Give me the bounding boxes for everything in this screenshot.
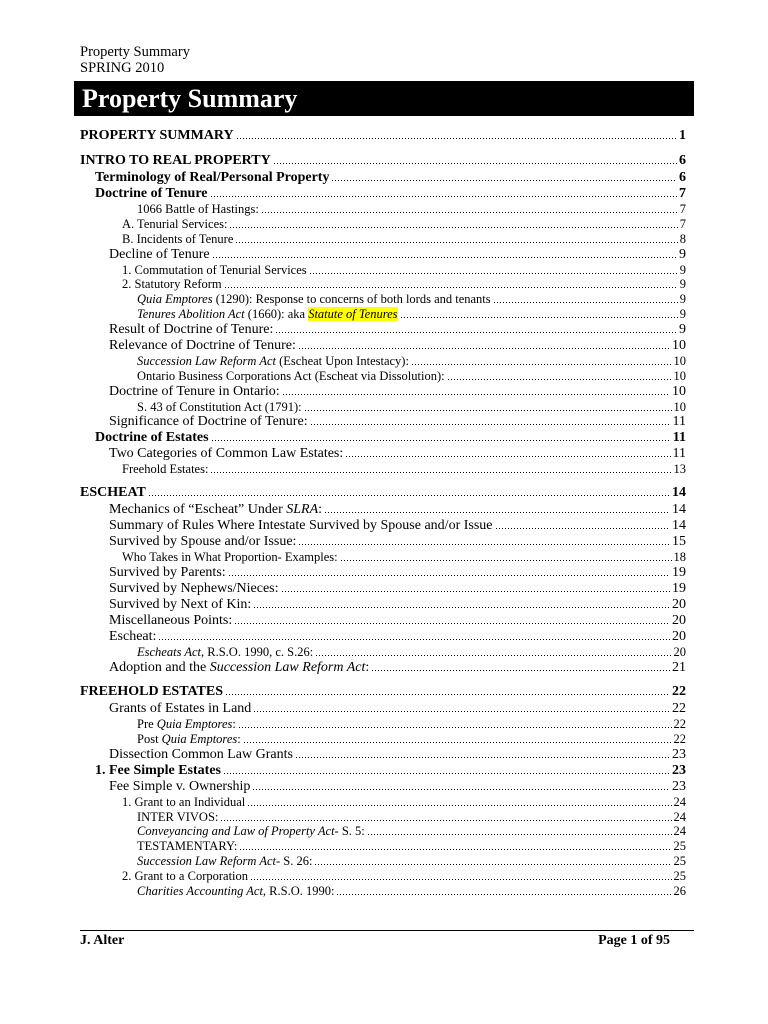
text-run: Fee Simple v. Ownership bbox=[109, 778, 251, 794]
toc-dot-leader bbox=[299, 544, 670, 545]
toc-entry[interactable] bbox=[80, 430, 686, 446]
toc-entry-title bbox=[109, 338, 296, 354]
toc-page-number: 18 bbox=[673, 550, 686, 565]
toc-dot-leader bbox=[401, 317, 678, 318]
text-run: : bbox=[318, 502, 323, 518]
text-run: Survived by Spouse and/or Issue: bbox=[109, 534, 297, 550]
toc-entry-title bbox=[80, 484, 146, 502]
toc-entry-title bbox=[137, 307, 398, 322]
text-run: 2. Statutory Reform bbox=[122, 277, 222, 292]
toc-entry[interactable] bbox=[80, 763, 686, 779]
text-run: Escheat: bbox=[109, 629, 157, 645]
toc-page-number: 9 bbox=[679, 292, 686, 307]
text-run: Freehold Estates: bbox=[122, 462, 209, 477]
toc-dot-leader bbox=[224, 773, 670, 774]
text-run: - S. 26: bbox=[276, 854, 313, 869]
toc-entry-title bbox=[122, 217, 227, 232]
toc-page-number: 6 bbox=[679, 170, 686, 185]
toc-page-number: 9 bbox=[679, 277, 686, 292]
toc-entry-title bbox=[137, 202, 259, 217]
toc-entry[interactable] bbox=[80, 400, 686, 415]
text-run: Doctrine of Tenure bbox=[95, 186, 208, 201]
toc-page-number: 10 bbox=[672, 337, 686, 353]
toc-dot-leader bbox=[225, 287, 678, 288]
italic-text: Succession Law Reform Act bbox=[209, 659, 366, 675]
toc-entry-title bbox=[122, 277, 222, 292]
toc-entry[interactable] bbox=[80, 701, 686, 717]
text-run: FREEHOLD ESTATES bbox=[80, 683, 224, 699]
toc-entry-title bbox=[137, 354, 409, 369]
text-run: PROPERTY SUMMARY bbox=[80, 128, 234, 143]
toc-entry[interactable] bbox=[80, 217, 686, 232]
toc-page-number: 9 bbox=[679, 307, 686, 322]
toc-entry-title bbox=[80, 683, 223, 701]
text-run: Survived by Nephews/Nieces: bbox=[109, 581, 279, 597]
toc-entry[interactable] bbox=[80, 263, 686, 278]
toc-entry[interactable] bbox=[80, 779, 686, 795]
text-run: Doctrine of Estates bbox=[95, 430, 209, 446]
text-run: (Escheat Upon Intestacy): bbox=[276, 353, 409, 368]
text-run: (1290): Response to concerns of both lords and tenants bbox=[212, 292, 491, 307]
toc-entry-title bbox=[137, 839, 237, 854]
toc-page-number: 10 bbox=[673, 399, 686, 414]
toc-dot-leader bbox=[244, 742, 672, 743]
toc-dot-leader bbox=[262, 212, 678, 213]
toc-page-number: 10 bbox=[672, 383, 686, 399]
toc-entry[interactable] bbox=[80, 502, 686, 518]
toc-dot-leader bbox=[237, 138, 677, 139]
toc-entry[interactable] bbox=[80, 152, 686, 170]
italic-text: Succession Law Reform Act bbox=[137, 854, 276, 869]
toc-entry[interactable] bbox=[80, 550, 686, 565]
toc-page-number: 23 bbox=[672, 762, 686, 778]
toc-dot-leader bbox=[316, 655, 671, 656]
toc-page-number: 7 bbox=[679, 186, 686, 201]
italic-text: Quia Emptores bbox=[161, 731, 238, 746]
text-run: TESTAMENTARY: bbox=[137, 839, 238, 854]
toc-dot-leader bbox=[213, 257, 677, 258]
toc-entry-title bbox=[109, 446, 343, 462]
toc-page-number: 10 bbox=[673, 353, 686, 368]
toc-entry[interactable] bbox=[80, 869, 686, 884]
toc-entry[interactable] bbox=[80, 369, 686, 384]
text-run: Decline of Tenure bbox=[109, 246, 210, 262]
title-bar bbox=[74, 81, 694, 116]
toc-page-number: 9 bbox=[679, 321, 686, 337]
toc-entry-title bbox=[109, 414, 308, 430]
text-run: Miscellaneous Points: bbox=[109, 613, 233, 629]
toc-page-number: 25 bbox=[673, 854, 686, 869]
toc-dot-leader bbox=[282, 591, 670, 592]
toc-dot-leader bbox=[283, 394, 670, 395]
toc-entry-title bbox=[95, 763, 221, 779]
toc-dot-leader bbox=[310, 273, 678, 274]
toc-entry[interactable] bbox=[80, 795, 686, 810]
text-run: Who Takes in What Proportion- Examples: bbox=[122, 550, 338, 565]
toc-entry-title bbox=[109, 613, 232, 629]
toc-entry[interactable] bbox=[80, 292, 686, 307]
toc-page-number: 10 bbox=[673, 368, 686, 383]
toc-entry[interactable] bbox=[80, 629, 686, 645]
toc-dot-leader bbox=[211, 472, 671, 473]
text-run: , R.S.O. 1990: bbox=[262, 883, 335, 898]
toc-dot-leader bbox=[494, 302, 678, 303]
header-term: SPRING 2010 bbox=[80, 60, 165, 76]
text-run: INTRO TO REAL PROPERTY bbox=[80, 153, 271, 168]
text-run: (1660): aka bbox=[244, 307, 309, 322]
toc-page-number: 20 bbox=[672, 597, 686, 613]
toc-entry[interactable] bbox=[80, 127, 686, 145]
text-run: A. Tenurial Services: bbox=[122, 216, 228, 231]
text-run: Post bbox=[137, 731, 162, 746]
toc-entry-title bbox=[137, 824, 365, 839]
toc-page-number: 23 bbox=[672, 778, 686, 794]
text-run: Adoption and the bbox=[109, 659, 210, 675]
toc-page-number: 22 bbox=[673, 731, 686, 746]
toc-dot-leader bbox=[149, 495, 670, 496]
toc-dot-leader bbox=[254, 607, 670, 608]
header-document-name: Property Summary bbox=[80, 44, 190, 60]
toc-entry[interactable] bbox=[80, 683, 686, 701]
toc-dot-leader bbox=[251, 879, 671, 880]
toc-entry-title bbox=[95, 186, 208, 202]
toc-page-number: 25 bbox=[673, 868, 686, 883]
toc-dot-leader bbox=[332, 180, 677, 181]
text-run: INTER VIVOS: bbox=[137, 809, 219, 824]
toc-page-number: 14 bbox=[672, 485, 686, 501]
toc-page-number: 9 bbox=[679, 262, 686, 277]
toc-page-number: 11 bbox=[672, 446, 686, 462]
toc-dot-leader bbox=[211, 196, 677, 197]
italic-text: SLRA bbox=[286, 502, 319, 518]
toc-dot-leader bbox=[372, 670, 670, 671]
toc-entry[interactable] bbox=[80, 839, 686, 854]
toc-dot-leader bbox=[230, 227, 677, 228]
page-footer bbox=[80, 933, 670, 949]
toc-page-number: 8 bbox=[679, 231, 686, 246]
toc-dot-leader bbox=[229, 575, 670, 576]
toc-dot-leader bbox=[159, 639, 670, 640]
toc-entry[interactable] bbox=[80, 645, 686, 660]
toc-page-number: 7 bbox=[679, 202, 686, 216]
toc-page-number: 22 bbox=[673, 716, 686, 731]
toc-entry[interactable] bbox=[80, 170, 686, 186]
toc-entry-title bbox=[122, 550, 338, 565]
text-run: Relevance of Doctrine of Tenure: bbox=[109, 337, 296, 353]
toc-dot-leader bbox=[496, 528, 670, 529]
toc-dot-leader bbox=[226, 694, 670, 695]
text-run: B. Incidents of Tenure bbox=[122, 231, 234, 246]
toc-entry[interactable] bbox=[80, 446, 686, 462]
toc-entry-title bbox=[109, 597, 251, 613]
toc-entry[interactable] bbox=[80, 732, 686, 747]
footer-author: J. Alter bbox=[80, 933, 125, 948]
toc-dot-leader bbox=[315, 864, 671, 865]
toc-entry[interactable] bbox=[80, 384, 686, 400]
running-header bbox=[80, 44, 190, 76]
toc-entry-title bbox=[80, 127, 234, 145]
toc-entry[interactable] bbox=[80, 202, 686, 217]
toc-page-number: 20 bbox=[672, 613, 686, 629]
toc-entry[interactable] bbox=[80, 884, 686, 899]
toc-page-number: 24 bbox=[673, 809, 686, 824]
toc-entry[interactable] bbox=[80, 462, 686, 477]
toc-entry-title bbox=[109, 779, 250, 795]
toc-entry[interactable] bbox=[80, 824, 686, 839]
text-run: : bbox=[365, 659, 370, 675]
toc-entry[interactable] bbox=[80, 597, 686, 613]
toc-page-number: 11 bbox=[672, 414, 686, 430]
toc-entry[interactable] bbox=[80, 322, 686, 338]
toc-entry[interactable] bbox=[80, 810, 686, 825]
toc-dot-leader bbox=[276, 332, 677, 333]
toc-entry[interactable] bbox=[80, 307, 686, 322]
text-run: 1. Grant to an Individual bbox=[122, 794, 246, 809]
toc-page-number: 14 bbox=[672, 502, 686, 518]
toc-entry-title bbox=[137, 369, 445, 384]
text-run: - S. 5: bbox=[334, 824, 365, 839]
toc-page-number: 24 bbox=[673, 794, 686, 809]
toc-entry-title bbox=[109, 660, 369, 676]
toc-entry-title bbox=[137, 717, 236, 732]
toc-entry-title bbox=[109, 701, 251, 717]
text-run: Two Categories of Common Law Estates: bbox=[109, 446, 344, 462]
toc-page-number: 14 bbox=[672, 518, 686, 534]
toc-entry-title bbox=[95, 170, 329, 186]
toc-page-number: 19 bbox=[672, 565, 686, 581]
toc-dot-leader bbox=[337, 894, 671, 895]
text-run: Survived by Next of Kin: bbox=[109, 597, 252, 613]
toc-page-number: 1 bbox=[679, 128, 686, 143]
toc-page-number: 22 bbox=[672, 700, 686, 716]
toc-dot-leader bbox=[296, 757, 670, 758]
toc-dot-leader bbox=[212, 440, 671, 441]
italic-text: Escheats Act bbox=[137, 645, 201, 660]
toc-dot-leader bbox=[235, 623, 670, 624]
toc-entry-title bbox=[122, 232, 233, 247]
text-run: Pre bbox=[137, 716, 157, 731]
toc-entry-title bbox=[109, 322, 273, 338]
toc-page-number: 6 bbox=[679, 153, 686, 168]
text-run: Survived by Parents: bbox=[109, 565, 226, 581]
table-of-contents bbox=[80, 127, 686, 899]
toc-entry[interactable] bbox=[80, 277, 686, 292]
italic-text: Quia Emptores bbox=[156, 716, 233, 731]
toc-dot-leader bbox=[240, 849, 671, 850]
toc-entry-title bbox=[137, 645, 313, 660]
toc-entry[interactable] bbox=[80, 484, 686, 502]
toc-dot-leader bbox=[346, 456, 670, 457]
italic-text: Conveyancing and Law of Property Act bbox=[137, 824, 335, 839]
text-run: Grants of Estates in Land bbox=[109, 700, 252, 716]
toc-dot-leader bbox=[239, 727, 672, 728]
toc-dot-leader bbox=[248, 805, 671, 806]
toc-page-number: 24 bbox=[673, 824, 686, 839]
text-run: Terminology of Real/Personal Property bbox=[95, 170, 330, 185]
toc-entry[interactable] bbox=[80, 232, 686, 247]
italic-text: Quia Emptores bbox=[137, 292, 213, 307]
toc-entry-title bbox=[137, 884, 334, 899]
toc-page-number: 25 bbox=[673, 839, 686, 854]
toc-entry-title bbox=[109, 502, 322, 518]
text-run: 1. Commutation of Tenurial Services bbox=[122, 262, 307, 277]
toc-entry[interactable] bbox=[80, 613, 686, 629]
text-run: Mechanics of “Escheat” Under bbox=[109, 502, 287, 518]
italic-text: Succession Law Reform Act bbox=[137, 353, 276, 368]
footer-page-number: Page 1 of 95 bbox=[598, 933, 670, 948]
text-run: ESCHEAT bbox=[80, 485, 146, 501]
text-run: S. 43 of Constitution Act (1791): bbox=[137, 399, 302, 414]
toc-entry-title bbox=[109, 747, 293, 763]
toc-page-number: 9 bbox=[679, 246, 686, 262]
toc-dot-leader bbox=[311, 424, 671, 425]
toc-entry-title bbox=[137, 400, 302, 415]
toc-dot-leader bbox=[325, 512, 670, 513]
toc-entry[interactable] bbox=[80, 581, 686, 597]
toc-dot-leader bbox=[412, 364, 672, 365]
text-run: 2. Grant to a Corporation bbox=[122, 868, 249, 883]
text-run: Doctrine of Tenure in Ontario: bbox=[109, 383, 280, 399]
toc-entry-title bbox=[109, 384, 280, 400]
toc-page-number: 23 bbox=[672, 746, 686, 762]
toc-page-number: 22 bbox=[672, 683, 686, 699]
toc-entry[interactable] bbox=[80, 747, 686, 763]
text-run: Ontario Business Corporations Act (Escheat via Dissolution): bbox=[137, 368, 445, 383]
text-run: , R.S.O. 1990, c. S.26: bbox=[201, 645, 314, 660]
toc-entry[interactable] bbox=[80, 414, 686, 430]
toc-dot-leader bbox=[368, 834, 672, 835]
toc-entry[interactable] bbox=[80, 247, 686, 263]
toc-entry[interactable] bbox=[80, 338, 686, 354]
text-run: Significance of Doctrine of Tenure: bbox=[109, 414, 308, 430]
toc-page-number: 26 bbox=[673, 883, 686, 898]
toc-page-number: 13 bbox=[673, 462, 686, 477]
text-run: 1066 Battle of Hastings: bbox=[137, 202, 259, 216]
text-run: : bbox=[237, 731, 241, 746]
toc-entry-title bbox=[80, 152, 271, 170]
toc-entry[interactable] bbox=[80, 186, 686, 202]
toc-entry-title bbox=[122, 462, 208, 477]
toc-dot-leader bbox=[274, 163, 677, 164]
toc-entry-title bbox=[109, 247, 210, 263]
toc-entry[interactable] bbox=[80, 660, 686, 676]
toc-entry[interactable] bbox=[80, 854, 686, 869]
toc-entry[interactable] bbox=[80, 518, 686, 534]
toc-entry[interactable] bbox=[80, 354, 686, 369]
toc-entry-title bbox=[137, 854, 312, 869]
toc-entry[interactable] bbox=[80, 717, 686, 732]
toc-dot-leader bbox=[299, 348, 670, 349]
toc-entry-title bbox=[109, 534, 296, 550]
text-run: 1. Fee Simple Estates bbox=[95, 762, 221, 778]
toc-entry-title bbox=[122, 795, 245, 810]
toc-entry-title bbox=[122, 263, 307, 278]
text-run: : bbox=[232, 716, 236, 731]
toc-page-number: 21 bbox=[672, 659, 686, 675]
toc-dot-leader bbox=[253, 789, 670, 790]
toc-page-number: 15 bbox=[672, 534, 686, 550]
text-run: Result of Doctrine of Tenure: bbox=[109, 321, 274, 337]
italic-text: Tenures Abolition Act bbox=[137, 307, 245, 322]
toc-dot-leader bbox=[221, 820, 671, 821]
toc-entry-title bbox=[137, 732, 241, 747]
toc-entry-title bbox=[122, 869, 248, 884]
toc-page-number: 7 bbox=[679, 216, 686, 231]
toc-entry-title bbox=[137, 292, 491, 307]
toc-entry-title bbox=[95, 430, 209, 446]
highlighted-text: Statute of Tenures bbox=[308, 307, 398, 322]
toc-page-number: 11 bbox=[672, 430, 686, 446]
toc-page-number: 20 bbox=[673, 645, 686, 660]
toc-entry-title bbox=[109, 581, 279, 597]
toc-entry[interactable] bbox=[80, 565, 686, 581]
toc-dot-leader bbox=[448, 379, 672, 380]
toc-dot-leader bbox=[254, 711, 670, 712]
toc-entry-title bbox=[109, 565, 226, 581]
toc-entry-title bbox=[109, 629, 156, 645]
toc-entry-title bbox=[109, 518, 493, 534]
footer-divider bbox=[80, 930, 694, 931]
text-run: Dissection Common Law Grants bbox=[109, 746, 293, 762]
text-run: Summary of Rules Where Intestate Survived by Spouse and/or Issue bbox=[109, 518, 493, 534]
italic-text: Charities Accounting Act bbox=[137, 883, 263, 898]
toc-dot-leader bbox=[305, 410, 672, 411]
document-title: Property Summary bbox=[82, 84, 298, 113]
toc-page-number: 20 bbox=[672, 629, 686, 645]
toc-entry[interactable] bbox=[80, 534, 686, 550]
toc-dot-leader bbox=[341, 560, 672, 561]
toc-dot-leader bbox=[236, 242, 677, 243]
toc-page-number: 19 bbox=[672, 581, 686, 597]
toc-entry-title bbox=[137, 810, 218, 825]
